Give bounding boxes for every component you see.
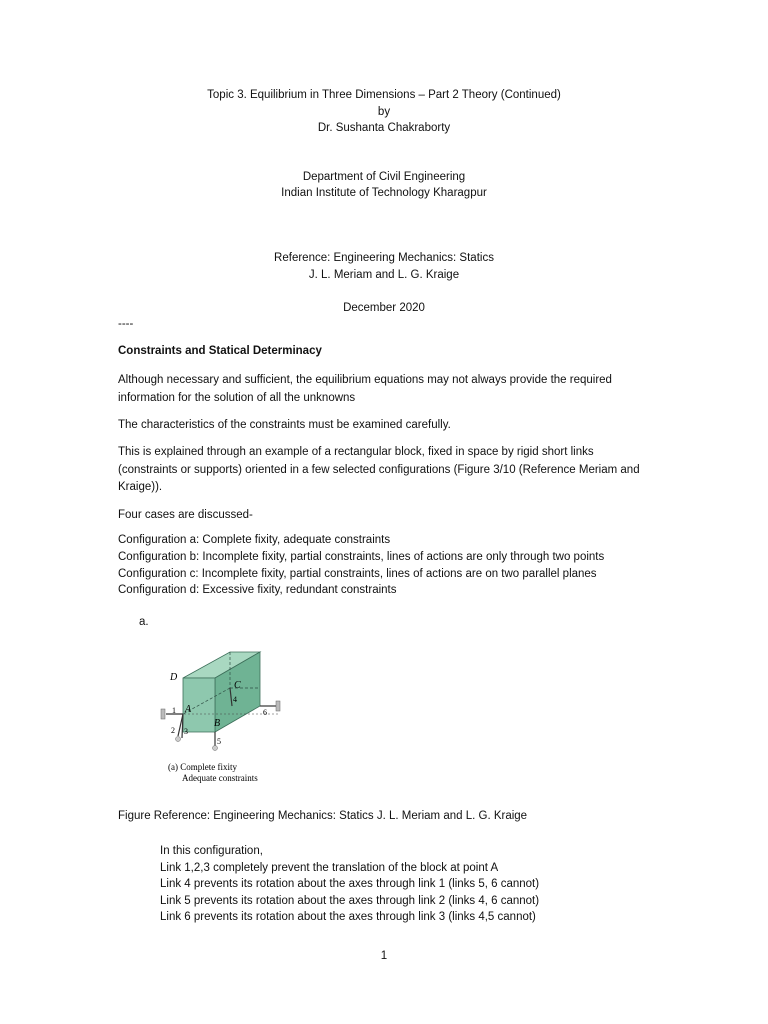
label-d: D	[170, 672, 178, 683]
configuration-c: Configuration c: Incomplete fixity, partial constraints, lines of actions are on two parallel planes	[118, 568, 597, 580]
author-line: Dr. Sushanta Chakraborty	[317, 122, 451, 134]
explanation-line-3: Link 5 prevents its rotation about the axes through link 2 (links 4, 6 cannot)	[160, 895, 540, 907]
label-a: A	[185, 704, 192, 715]
paragraph-1: Although necessary and sufficient, the equilibrium equations may not always provide the required information for the solution of all the unknowns	[118, 374, 612, 404]
by-line: by	[377, 106, 391, 118]
configuration-b: Configuration b: Incomplete fixity, partial constraints, lines of actions are only through two points	[118, 551, 605, 563]
section-heading: Constraints and Statical Determinacy	[118, 345, 322, 357]
explanation-line-1: Link 1,2,3 completely prevent the translation of the block at point A	[160, 862, 499, 874]
configuration-d: Configuration d: Excessive fixity, redundant constraints	[118, 584, 397, 596]
label-link-5: 5	[217, 737, 221, 746]
paragraph-2: The characteristics of the constraints must be examined carefully.	[118, 419, 451, 431]
support-6	[276, 701, 280, 711]
label-link-2: 2	[171, 726, 175, 735]
block-diagram	[152, 642, 292, 788]
support-2	[176, 737, 181, 742]
department-line: Department of Civil Engineering	[302, 171, 466, 183]
support-5	[213, 746, 218, 751]
label-b: B	[214, 718, 221, 729]
label-link-1: 1	[172, 706, 176, 715]
title-line: Topic 3. Equilibrium in Three Dimensions – Part 2 Theory (Continued)	[207, 89, 561, 101]
date-line: December 2020	[343, 302, 425, 314]
paragraph-4: Four cases are discussed-	[118, 509, 253, 521]
figure-caption-line-2: Adequate constraints	[182, 773, 258, 783]
label-link-6: 6	[263, 708, 267, 717]
label-link-3: 3	[184, 727, 188, 736]
reference-line: Reference: Engineering Mechanics: Statics	[274, 252, 494, 264]
list-marker-a: a.	[139, 616, 149, 628]
block-figure	[152, 642, 292, 788]
reference-authors-line: J. L. Meriam and L. G. Kraige	[308, 269, 460, 281]
institute-line: Indian Institute of Technology Kharagpur	[281, 187, 487, 199]
explanation-intro: In this configuration,	[160, 845, 263, 857]
support-1	[161, 709, 165, 719]
figure-reference: Figure Reference: Engineering Mechanics: Statics J. L. Meriam and L. G. Kraige	[118, 810, 528, 822]
label-link-4: 4	[233, 695, 237, 704]
separator: ----	[118, 318, 134, 330]
figure-caption-line-1: (a) Complete fixity	[168, 762, 237, 772]
explanation-line-4: Link 6 prevents its rotation about the axes through link 3 (links 4,5 cannot)	[160, 911, 536, 923]
configuration-a: Configuration a: Complete fixity, adequate constraints	[118, 534, 391, 546]
paragraph-3: This is explained through an example of a rectangular block, fixed in space by rigid short links (constraints or supports) oriented in a few selected configurations (Figure 3/10 (Reference Meriam and Kraige)).	[118, 446, 640, 493]
page-number: 1	[380, 950, 388, 962]
explanation-line-2: Link 4 prevents its rotation about the axes through link 1 (links 5, 6 cannot)	[160, 878, 540, 890]
label-c: C	[234, 680, 241, 691]
